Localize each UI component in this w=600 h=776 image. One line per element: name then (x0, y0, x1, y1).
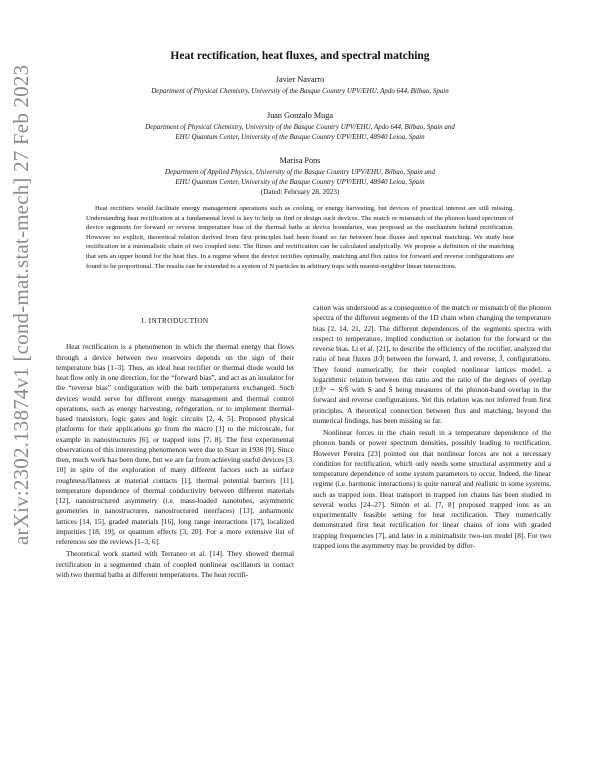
section-heading: I. INTRODUCTION (141, 316, 209, 325)
author-name: Juan Gonzalo Muga (267, 111, 333, 120)
arxiv-identifier[interactable]: arXiv:2302.13874v1 [cond-mat.stat-mech] 27 Feb 2023 (9, 64, 33, 545)
body-paragraph: Nonlinear forces in the chain result in a temperature dependence of the phonon bands or power spectrum densities, possibly leading to rectification. However Pereira [23] pointed out that nonlinear forces are not a necessary condition for rectification, which only needs some structural asymmetry and a temperature dependence of some system parameters to occur. Indeed, the linear regime (i.e. harmonic interactions) is quite natural and realistic in some systems, such as trapped ions. Heat transport in trapped ion chains has been studied in several works [24–27]. Simón et al. [7, 8] proposed trapped ions as an experimentally feasible setting for heat rectification. They numerically demonstrated first heat rectification for linear chains of ions with graded trapping frequencies [7], and later in a minimalistic two-ion model [8]. For two trapped ions the asymmetry may be provided by differ- (313, 428, 551, 550)
author-name: Javier Navarro (275, 75, 325, 84)
date-line: (Dated: February 28, 2023) (260, 188, 340, 196)
author-affiliation-line: EHU Quantum Center, University of the Basque Country UPV/EHU, 48940 Leioa, Spain (175, 133, 425, 141)
paper-title: Heat rectification, heat fluxes, and spectral matching (170, 50, 430, 62)
author-affiliation-line: EHU Quantum Center, University of the Basque Country UPV/EHU, 48940 Leioa, Spain (175, 178, 425, 186)
left-column (56, 316, 294, 580)
right-column (313, 303, 551, 551)
body-paragraph: cation was understood as a consequence of the match or mismatch of the phonon spectra of the different segments of the 1D chain when changing the temperature bias [2, 14, 21, 22]. The different dependences of the segments spectra with respect to temperature, implied conduction or isolation for the forward or the reverse bias. Li et al. [21], to describe the efficiency of the rectifier, analyzed the ratio of heat fluxes |J/J̃| between the forward, J, and reverse, J̃, configurations. They found numerically, for their coupled nonlinear lattices model, a logarithmic relation between this ratio and the ratio of the degrees of overlap |J/J̃|⁶ ∼ S/S̃ with S and S̃ being measures of the phonon-band overlap in the forward and reverse configurations. Yet this relation was not inferred from first principles. A theoretical connection between flux and matching, beyond the numerical findings, has been missing so far. (313, 303, 551, 425)
author-affiliation-line: Department of Physical Chemistry, University of the Basque Country UPV/EHU, Apdo 644, Bilbao, Spain (151, 87, 449, 95)
author-name: Marisa Pons (279, 156, 321, 165)
body-paragraph: Heat rectification is a phenomenon in which the thermal energy that flows through a device between two reservoirs depends on the sign of their temperature bias [1–3]. Thus, an ideal heat rectifier or thermal diode would let heat flow only in one direction, for the “forward bias”, and act as an insulator for the “reverse bias” configuration with the bath temperatures exchanged. Such devices would serve for different energy management and thermal control operations, such as energy harvesting, refrigeration, or to implement thermal-based transistors, logic gates and logic circuits [2, 4, 5]. Proposed physical platforms for their applications go from the macro [1] to the microscale, for example in nanostructures [6], or trapped ions [7, 8]. The first experimental observations of this interesting phenomenon were due to Starr in 1936 [9]. Since then, much work has been done, but we are far from achieving useful devices [3, 10] in spite of the exploration of many different factors such as surface roughness/flatness at material contacts [1], thermal potential barriers [11], temperature dependence of thermal conductivity between different materials [12], nanostructured asymmetry (i.e. mass-loaded nanotubes, asymmetric geometries in nanostructures, nanostructured interfaces) [13], anharmonic lattices [14, 15], graded materials [16], long range interactions [17], localized impurities [18, 19], or quantum effects [3, 20]. For a more extensive list of references see the reviews [1–3, 6]. (56, 342, 294, 546)
body-paragraph: Theoretical work started with Terraneo et al. [14]. They showed thermal rectification in a segmented chain of coupled nonlinear oscillators in contact with two thermal baths at different temperatures. The heat rectifi- (56, 549, 294, 579)
abstract: Heat rectifiers would facilitate energy management operations such as cooling, or energy harvesting, but devices of practical interest are still missing. Understanding heat rectification at a fundamental level is key to help us find or design such devices. The match or mismatch of the phonon band spectrum of device segments for forward or reverse temperature bias of the thermal baths at device boundaries, was proposed as the mechanism behind rectification. However no explicit, theoretical relation derived from first principles had been found so far between heat fluxes and spectral matching. We study heat rectification in a minimalistic chain of two coupled ions. The fluxes and rectification can be calculated analytically. We propose a definition of the matching that sets an upper bound for the heat flux. In a regime where the device rectifies optimally, matching and flux ratios for forward and reverse configurations are found to be proportional. The results can be extended to a system of N particles in arbitrary traps with nearest-neighbor linear interactions. (86, 205, 514, 270)
author-affiliation-line: Department of Applied Physics, University of the Basque Country UPV/EHU, Bilbao, Spain and (165, 168, 435, 176)
author-affiliation-line: Department of Physical Chemistry, University of the Basque Country UPV/EHU, Apdo 644, Bilbao, Spain and (145, 123, 455, 131)
